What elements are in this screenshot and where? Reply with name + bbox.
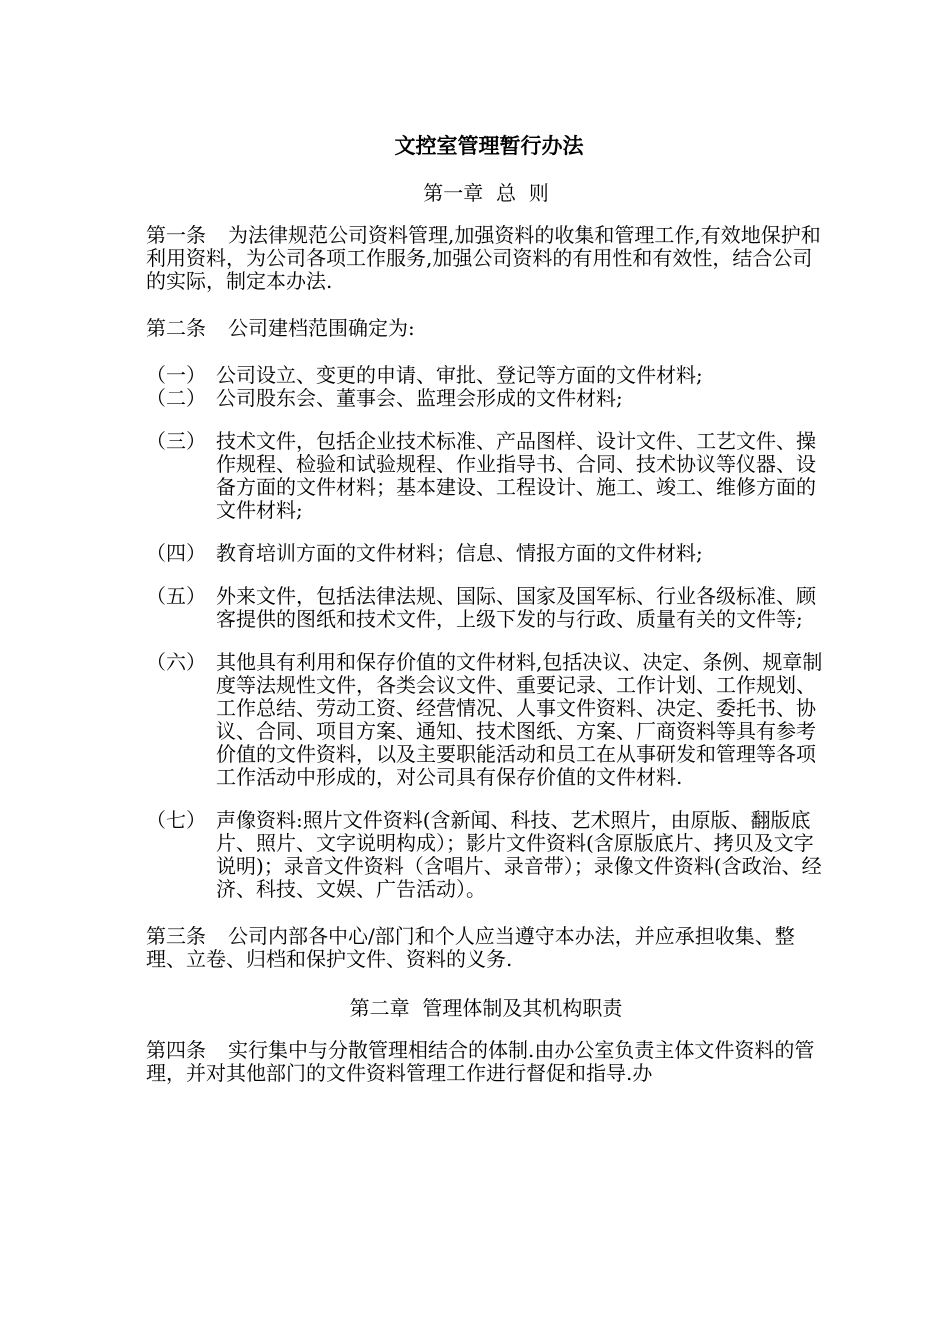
list-item [146,651,826,789]
list-item [146,364,826,387]
article-3-label: 第三条 [146,924,206,948]
article-2-text: 公司建档范围确定为: [228,316,415,340]
article-3-text: 公司内部各中心/部门和个人应当遵守本办法，并应承担收集、整理、立卷、归档和保护文件、资料的义务. [146,924,795,971]
chapter-heading-1: 第一章 总 则 [423,181,549,205]
list-item-number: （三） [146,429,206,453]
article-2 [146,317,826,340]
document-title: 文控室管理暂行办法 [394,133,584,158]
list-item-number: （一） [146,363,206,387]
list-item-text: 外来文件，包括法律法规、国际、国家及国军标、行业各级标准、顾客提供的图纸和技术文件，上级下发的与行政、质量有关的文件等; [216,584,816,631]
list-item-text: 公司设立、变更的申请、审批、登记等方面的文件材料; [216,363,703,387]
list-item [146,430,826,522]
article-1 [146,224,826,293]
article-1-text: 为法律规范公司资料管理,加强资料的收集和管理工作,有效地保护和利用资料，为公司各项工作服务,加强公司资料的有用性和有效性，结合公司的实际，制定本办法. [146,223,821,293]
list-item-text: 教育培训方面的文件材料；信息、情报方面的文件材料; [216,541,703,565]
article-2-label: 第二条 [146,316,206,340]
list-item-text: 公司股东会、董事会、监理会形成的文件材料; [216,386,623,410]
list-item-text: 其他具有利用和保存价值的文件材料,包括决议、决定、条例、规章制度等法规性文件，各类会议文件、重要记录、工作计划、工作规划、工作总结、劳动工资、经营情况、人事文件资料、决定、委托书、协议、合同、项目方案、通知、技术图纸、方案、厂商资料等具有参考价值的文件资料，以及主要职能活动和员工在从事研发和管理等各项工作活动中形成的，对公司具有保存价值的文件材料. [216,650,823,789]
document-body [146,130,826,1109]
article-4-label: 第四条 [146,1038,206,1062]
scope-list [146,364,826,901]
list-item-text: 技术文件，包括企业技术标准、产品图样、设计文件、工艺文件、操作规程、检验和试验规程、作业指导书、合同、技术协议等仪器、设备方面的文件材料；基本建设、工程设计、施工、竣工、维修方面的文件材料; [216,429,816,522]
chapter-heading-2: 第二章 管理体制及其机构职责 [349,996,623,1020]
list-item [146,542,826,565]
list-item-text: 声像资料:照片文件资料(含新闻、科技、艺术照片，由原版、翻版底片、照片、文字说明构成）；影片文件资料(含原版底片、拷贝及文字说明)；录音文件资料（含唱片、录音带）；录像文件资料(含政治、经济、科技、文娱、广告活动）。 [216,808,822,901]
list-item-number: （七） [146,808,206,832]
article-3 [146,925,826,971]
list-item-number: （五） [146,584,206,608]
list-item-number: （四） [146,541,206,565]
list-item [146,585,826,631]
article-4 [146,1039,826,1085]
list-item-number: （六） [146,650,206,674]
article-1-label: 第一条 [146,223,206,247]
list-item [146,809,826,901]
article-4-text: 实行集中与分散管理相结合的体制.由办公室负责主体文件资料的管理，并对其他部门的文件资料管理工作进行督促和指导.办 [146,1038,815,1085]
list-item [146,387,826,410]
list-item-number: （二） [146,386,206,410]
